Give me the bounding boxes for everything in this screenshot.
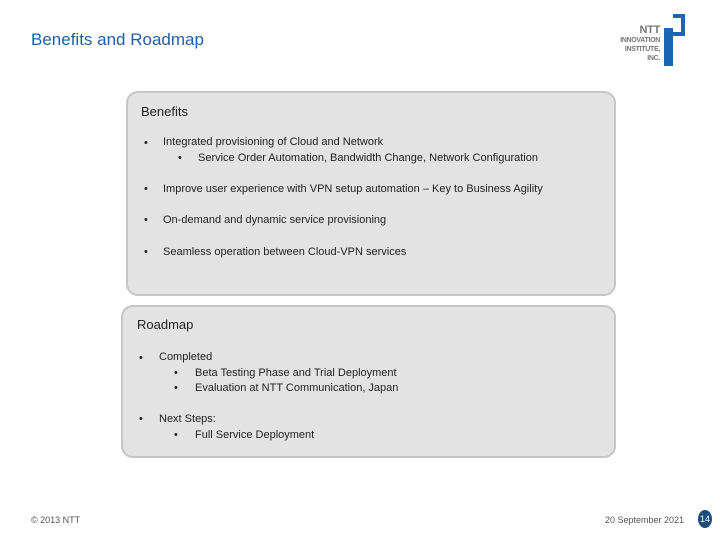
bullet: • [144,137,148,149]
page-title: Benefits and Roadmap [31,30,204,49]
benefit-subitem: Service Order Automation, Bandwidth Change, Network Configuration [198,152,538,164]
benefit-item: Improve user experience with VPN setup automation – Key to Business Agility [163,183,543,195]
bullet: • [144,246,148,258]
bullet: • [174,429,178,441]
roadmap-subitem: Evaluation at NTT Communication, Japan [195,382,399,394]
roadmap-item: Completed [159,351,213,363]
roadmap-panel [121,305,616,458]
roadmap-heading: Roadmap [137,317,194,332]
footer-date: 20 September 2021 [605,515,685,525]
page-number: 14 [698,510,712,528]
bullet: • [178,152,182,164]
roadmap-subitem: Full Service Deployment [195,429,315,441]
bullet: • [144,183,148,195]
bullet: • [174,382,178,394]
copyright: © 2013 NTT [31,515,81,525]
benefit-item: On-demand and dynamic service provisioning [163,214,387,226]
bullet: • [139,413,143,425]
benefits-heading: Benefits [141,104,188,119]
ntt-i3-logo: NTT INNOVATION INSTITUTE, INC. [616,10,692,70]
bullet: • [174,367,178,379]
roadmap-item: Next Steps: [159,413,216,425]
benefits-panel [126,91,616,296]
roadmap-subitem: Beta Testing Phase and Trial Deployment [195,367,397,379]
bullet: • [139,352,143,364]
bullet: • [144,214,148,226]
benefit-item: Integrated provisioning of Cloud and Network [163,136,384,148]
benefit-item: Seamless operation between Cloud-VPN services [163,246,407,258]
